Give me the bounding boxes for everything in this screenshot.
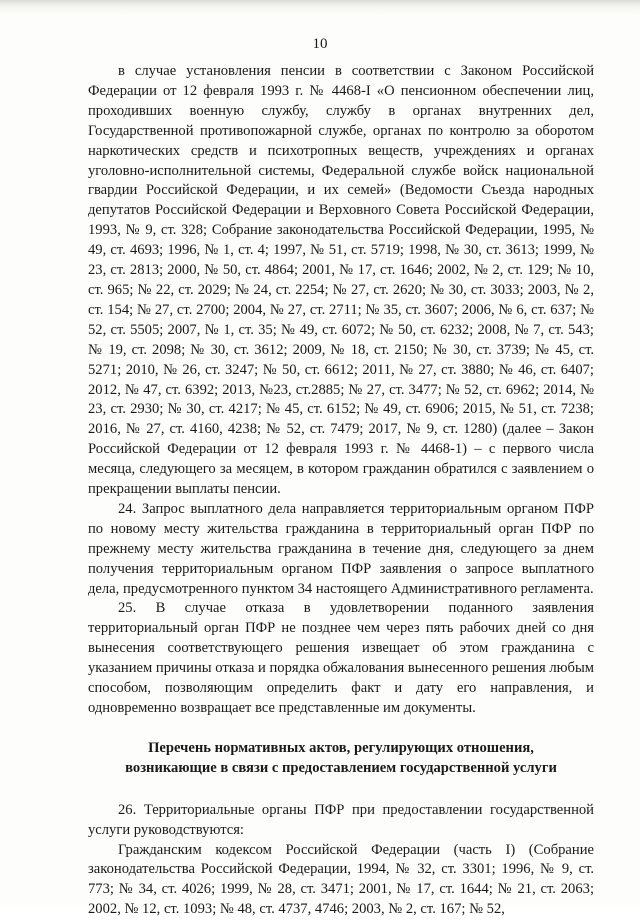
section-heading-line-2: возникающие в связи с предоставлением государственной услуги <box>125 759 557 776</box>
paragraph-civil-code: Гражданским кодексом Российской Федерации (часть I) (Собрание законодательства Российской Федерации, 1994, № 32, ст. 3301; 1996, № 9, ст. 773; № 34, ст. 4026; 1999, № 28, ст. 3471; 2001, № 17, ст. 1644; № 21, ст. 2063; 2002, № 12, ст. 1093; № 48, ст. 4737, 4746; 2003, № 2, ст. 167; № 52, <box>88 841 594 918</box>
paragraph-pension-law: в случае установления пенсии в соответствии с Законом Российской Федерации от 12 февраля 1993 г. № 4468-I «О пенсионном обеспечении лиц, проходивших военную службу, службу в органах внутренних дел, Государственной противопожарной службе, органах по контролю за оборотом наркотических средств и психотропных веществ, учреждениях и органах уголовно-исполнительной системы, Федеральной службе войск национальной гвардии Российской Федерации, и их семей» (Ведомости Съезда народных депутатов Российской Федерации и Верховного Совета Российской Федерации, 1993, № 9, ст. 328; Собрание законодательства Российской Федерации, 1995, № 49, ст. 4693; 1996, № 1, ст. 4; 1997, № 51, ст. 5719; 1998, № 30, ст. 3613; 1999, № 23, ст. 2813; 2000, № 50, ст. 4864; 2001, № 17, ст. 1646; 2002, № 2, ст. 129; № 10, ст. 965; № 22, ст. 2029; № 24, ст. 2254; № 27, ст. 2620; № 30, ст. 3033; 2003, № 2, ст. 154; № 27, ст. 2700; 2004, № 27, ст. 2711; № 35, ст. 3607; 2006, № 6, ст. 637; № 52, ст. 5505; 2007, № 1, ст. 35; № 49, ст. 6072; № 50, ст. 6232; 2008, № 7, ст. 543; № 19, ст. 2098; № 30, ст. 3612; 2009, № 18, ст. 2150; № 30, ст. 3739; № 45, ст. 5271; 2010, № 26, ст. 3247; № 50, ст. 6612; 2011, № 27, ст. 3880; № 46, ст. 6407; 2012, № 47, ст. 6392; 2013, №23, ст.2885; № 27, ст. 3477; № 52, ст. 6962; 2014, № 23, ст. 2930; № 30, ст. 4217; № 45, ст. 6152; № 49, ст. 6906; 2015, № 51, ст. 7238; 2016, № 27, ст. 4160, 4238; № 52, ст. 7479; 2017, № 9, ст. 1280) (далее – Закон Российской Федерации от 12 февраля 1993 г. № 4468-1) – с первого числа месяца, следующего за месяцем, в котором гражданин обратился с заявлением о прекращении выплаты пенсии. <box>88 63 594 498</box>
paragraph-26: 26. Территориальные органы ПФР при предоставлении государственной услуги руководствуются: <box>88 801 594 838</box>
scan-edge <box>0 0 640 16</box>
section-heading-line-1: Перечень нормативных актов, регулирующих отношения, <box>148 739 534 756</box>
document-body <box>88 62 594 920</box>
section-heading <box>88 739 594 779</box>
paragraph-25: 25. В случае отказа в удовлетворении поданного заявления территориальный орган ПФР не позднее чем через пять рабочих дней со дня вынесения соответствующего решения извещает об этом гражданина с указанием причины отказа и порядка обжалования вынесенного решения любым способом, позволяющим определить факт и дату его направления, и одновременно возвращает все представленные им документы. <box>88 600 594 716</box>
paragraph-24: 24. Запрос выплатного дела направляется территориальным органом ПФР по новому месту жительства гражданина в территориальный орган ПФР по прежнему месту жительства гражданина в течение дня, следующего за днем получения территориальным органом ПФР заявления о запросе выплатного дела, предусмотренного пунктом 34 настоящего Административного регламента. <box>88 500 594 597</box>
page-number: 10 <box>312 36 328 52</box>
